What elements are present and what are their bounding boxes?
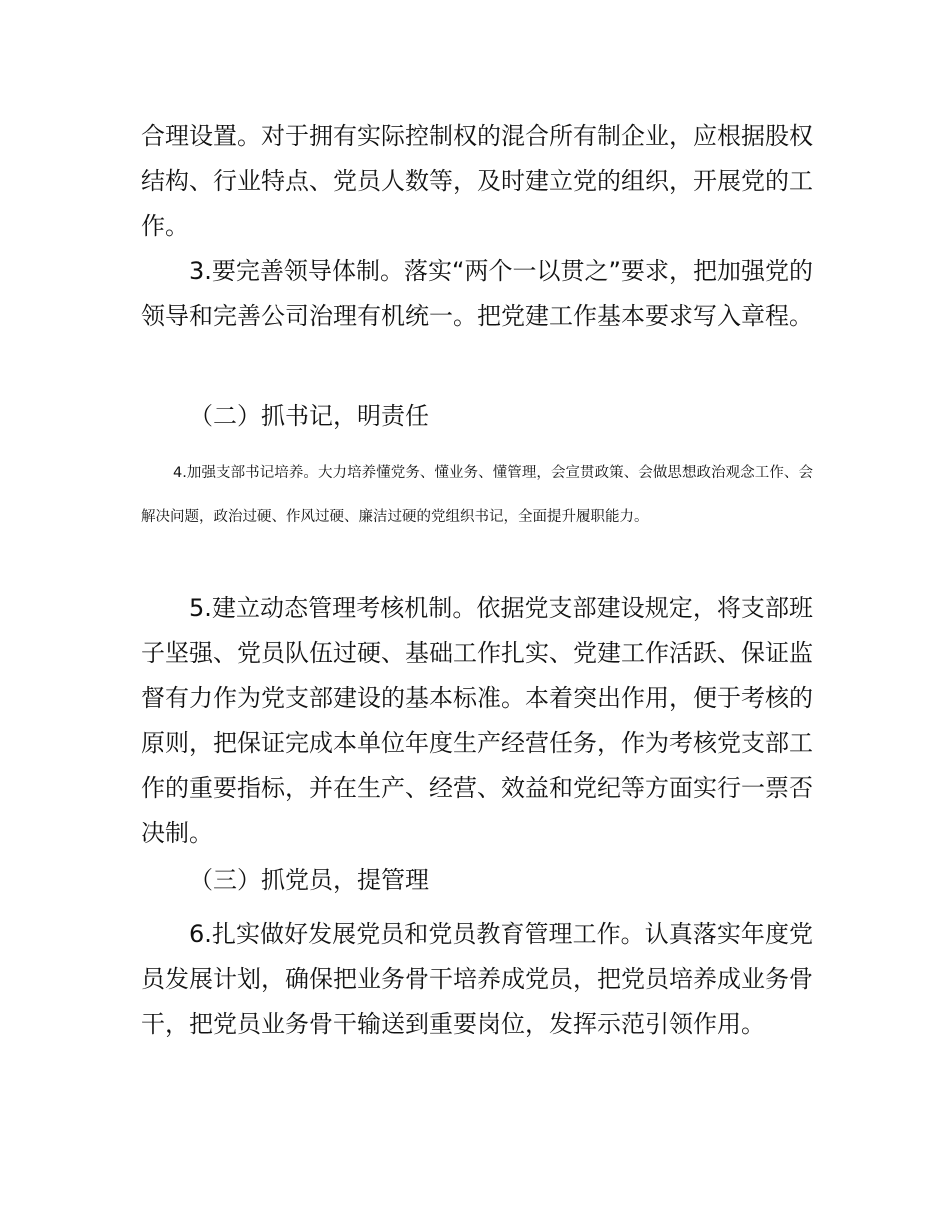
paragraph-item-6: 6.扎实做好发展党员和党员教育管理工作。认真落实年度党员发展计划，确保把业务骨干培养成党员，把党员培养成业务骨干，把党员业务骨干输送到重要岗位，发挥示范引领作用。 — [141, 920, 813, 1038]
paragraph-item-3: 3.要完善领导体制。落实“两个一以贯之”要求，把加强党的领导和完善公司治理有机统一。把党建工作基本要求写入章程。 — [141, 257, 813, 330]
paragraph-item-4: 4.加强支部书记培养。大力培养懂党务、懂业务、懂管理，会宣贯政策、会做思想政治观念工作、会解决问题，政治过硬、作风过硬、廉洁过硬的党组织书记，全面提升履职能力。 — [141, 465, 813, 525]
paragraph-item-5: 5.建立动态管理考核机制。依据党支部建设规定，将支部班子坚强、党员队伍过硬、基础工作扎实、党建工作活跃、保证监督有力作为党支部建设的基本标准。本着突出作用，便于考核的原则，把保证完成本单位年度生产经营任务，作为考核党支部工作的重要指标，并在生产、经营、效益和党纪等方面实行一票否决制。 — [141, 594, 813, 847]
section-heading-2: （二）抓书记，明责任 — [189, 402, 429, 430]
section-heading-3: （三）抓党员，提管理 — [189, 866, 429, 894]
paragraph-continuation: 合理设置。对于拥有实际控制权的混合所有制企业，应根据股权结构、行业特点、党员人数等，及时建立党的组织，开展党的工作。 — [141, 122, 813, 240]
